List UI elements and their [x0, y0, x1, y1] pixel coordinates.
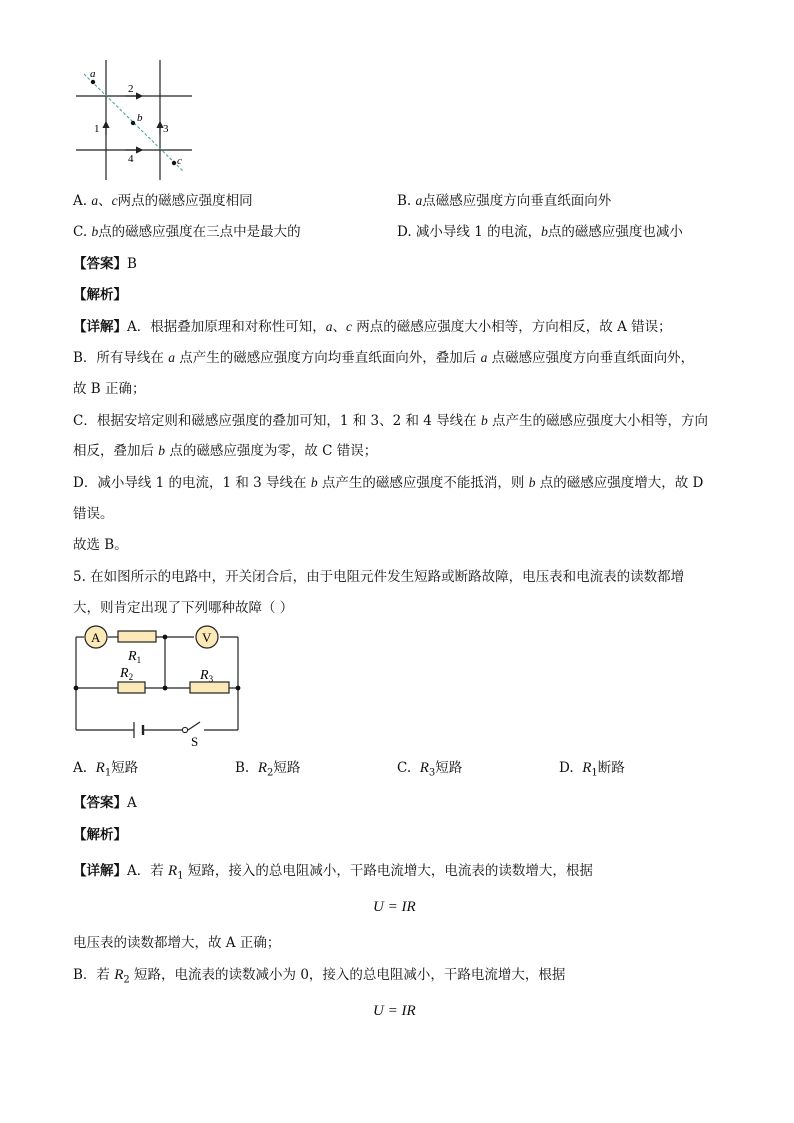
- q5-answer: 【答案】A: [73, 795, 137, 811]
- q4-detail-d2: 错误。: [73, 506, 114, 522]
- q4-detail-c: C．根据安培定则和磁感应强度的叠加可知，1 和 3、2 和 4 导线在 b 点产生的磁感应强度大小相等，方向: [73, 413, 708, 429]
- point-c-dot: [172, 161, 176, 165]
- q5-detail-b: B．若 $R_2$ 短路，电流表的读数减小为 0，接入的总电阻减小，干路电流增大，根据: [73, 967, 566, 986]
- q5-option-d: D. $R_1$断路: [559, 760, 625, 779]
- label-4: 4: [128, 153, 134, 165]
- q4-detail-d: D．减小导线 1 的电流，1 和 3 导线在 b 点产生的磁感应强度不能抵消，则 b 点的磁感应强度增大，故 D: [73, 475, 704, 491]
- q5-option-a: A. $R_1$短路: [73, 760, 139, 779]
- q4-conclusion: 故选 B。: [73, 537, 128, 553]
- label-1: 1: [94, 123, 100, 135]
- junction-left: [74, 686, 79, 691]
- q5-stem-line2: 大，则肯定出现了下列哪种故障（ ）: [73, 600, 294, 616]
- r2-label: $R_2$: [120, 666, 134, 682]
- equation-ohm-1: U = IR: [373, 899, 416, 915]
- q4-answer: 【答案】B: [73, 256, 137, 272]
- q4-option-b: B. a点磁感应强度方向垂直纸面向外: [397, 193, 612, 209]
- label-a: a: [90, 68, 96, 80]
- q5-analysis-tag: 【解析】: [73, 827, 127, 843]
- q4-detail-b2: 故 B 正确；: [73, 381, 146, 397]
- q4-detail-c2: 相反，叠加后 b 点的磁感应强度为零，故 C 错误；: [73, 443, 378, 459]
- q5-detail-a: 【详解】A．若 $R_1$ 短路，接入的总电阻减小，干路电流增大，电流表的读数增大，根据: [73, 863, 593, 882]
- q4-detail-a: 【详解】A．根据叠加原理和对称性可知，a、c 两点的磁感应强度大小相等，方向相反，故 A 错误；: [73, 319, 672, 335]
- ammeter-label: A: [91, 630, 101, 645]
- label-b: b: [137, 112, 143, 124]
- q5-option-c: C. $R_3$短路: [397, 760, 463, 779]
- junction-mid: [163, 686, 168, 691]
- junction-right: [236, 686, 241, 691]
- resistor-r2: [118, 682, 145, 693]
- resistor-r1: [118, 631, 156, 642]
- q4-option-a: A. a、c两点的磁感应强度相同: [73, 193, 253, 209]
- q4-option-c: C. b点的磁感应强度在三点中是最大的: [73, 224, 301, 240]
- label-2: 2: [128, 83, 134, 95]
- junction-top-mid: [163, 635, 168, 640]
- voltmeter-label: V: [202, 630, 212, 645]
- label-c: c: [177, 155, 182, 167]
- circuit-figure: [70, 622, 250, 752]
- switch-contact: [182, 727, 187, 732]
- label-3: 3: [163, 123, 169, 135]
- q4-analysis-tag: 【解析】: [73, 287, 127, 303]
- q4-detail-b: B．所有导线在 a 点产生的磁感应强度方向均垂直纸面向外，叠加后 a 点磁感应强度方向垂直纸面向外，: [73, 350, 695, 366]
- point-b-dot: [131, 121, 135, 125]
- q4-option-d: D. 减小导线 1 的电流，b点的磁感应强度也减小: [397, 224, 683, 240]
- q5-option-b: B. $R_2$短路: [235, 760, 301, 779]
- r3-label: $R_3$: [200, 668, 214, 684]
- point-a-dot: [91, 80, 95, 84]
- q5-detail-a2: 电压表的读数都增大，故 A 正确；: [73, 935, 281, 951]
- switch-label: S: [191, 734, 199, 749]
- wires-figure: [70, 60, 200, 185]
- equation-ohm-2: U = IR: [373, 1003, 416, 1019]
- q5-stem-line1: 5. 在如图所示的电路中，开关闭合后，由于电阻元件发生短路或断路故障，电压表和电流表的读数都增: [73, 569, 685, 585]
- r1-label: $R_1$: [128, 649, 142, 665]
